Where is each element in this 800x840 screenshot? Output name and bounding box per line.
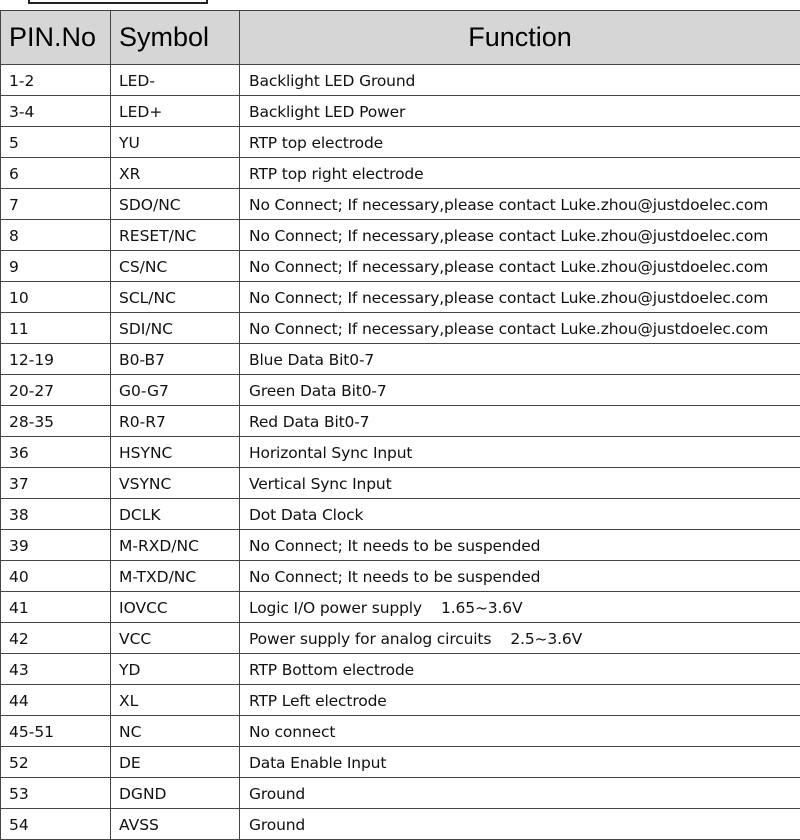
cell-symbol: DCLK xyxy=(111,499,240,530)
cell-symbol: LED- xyxy=(111,65,240,96)
cell-function: Power supply for analog circuits 2.5~3.6V xyxy=(240,623,800,654)
cell-symbol: RESET/NC xyxy=(111,220,240,251)
table-row xyxy=(1,716,800,747)
cell-pin-no: 20-27 xyxy=(1,375,111,406)
cell-pin-no: 10 xyxy=(1,282,111,313)
cell-pin-no: 11 xyxy=(1,313,111,344)
table-row xyxy=(1,127,800,158)
cell-function: No Connect; It needs to be suspended xyxy=(240,561,800,592)
cell-symbol: R0-R7 xyxy=(111,406,240,437)
table-header-row xyxy=(1,11,800,65)
cell-symbol: YU xyxy=(111,127,240,158)
cell-symbol: DE xyxy=(111,747,240,778)
cell-function: Backlight LED Ground xyxy=(240,65,800,96)
cell-symbol: LED+ xyxy=(111,96,240,127)
cell-pin-no: 52 xyxy=(1,747,111,778)
cell-pin-no: 36 xyxy=(1,437,111,468)
cell-function: No Connect; If necessary,please contact Luke.zhou@justdoelec.com xyxy=(240,220,800,251)
cell-symbol: YD xyxy=(111,654,240,685)
table-row xyxy=(1,313,800,344)
cell-pin-no: 3-4 xyxy=(1,96,111,127)
cell-function: RTP top right electrode xyxy=(240,158,800,189)
table-row xyxy=(1,375,800,406)
table-row xyxy=(1,220,800,251)
table-body xyxy=(1,65,800,840)
cell-pin-no: 40 xyxy=(1,561,111,592)
cell-pin-no: 43 xyxy=(1,654,111,685)
cell-symbol: SDI/NC xyxy=(111,313,240,344)
cell-symbol: SCL/NC xyxy=(111,282,240,313)
cell-function: No connect xyxy=(240,716,800,747)
cell-symbol: B0-B7 xyxy=(111,344,240,375)
table-row xyxy=(1,189,800,220)
cell-symbol: CS/NC xyxy=(111,251,240,282)
table-row xyxy=(1,65,800,96)
cell-pin-no: 45-51 xyxy=(1,716,111,747)
cell-pin-no: 42 xyxy=(1,623,111,654)
pin-definition-table xyxy=(0,10,800,840)
cell-symbol: NC xyxy=(111,716,240,747)
table-row xyxy=(1,654,800,685)
cell-function: Ground xyxy=(240,809,800,840)
table-row xyxy=(1,158,800,189)
table-row xyxy=(1,561,800,592)
cell-pin-no: 39 xyxy=(1,530,111,561)
cell-pin-no: 28-35 xyxy=(1,406,111,437)
cell-function: RTP Bottom electrode xyxy=(240,654,800,685)
top-tab-outline xyxy=(28,0,208,4)
cell-symbol: G0-G7 xyxy=(111,375,240,406)
cell-pin-no: 53 xyxy=(1,778,111,809)
header-function: Function xyxy=(240,11,800,65)
cell-function: RTP top electrode xyxy=(240,127,800,158)
header-symbol: Symbol xyxy=(111,11,240,65)
cell-symbol: VSYNC xyxy=(111,468,240,499)
cell-function: No Connect; It needs to be suspended xyxy=(240,530,800,561)
cell-pin-no: 54 xyxy=(1,809,111,840)
table-row xyxy=(1,685,800,716)
cell-function: Blue Data Bit0-7 xyxy=(240,344,800,375)
cell-symbol: HSYNC xyxy=(111,437,240,468)
cell-pin-no: 8 xyxy=(1,220,111,251)
cell-function: Logic I/O power supply 1.65~3.6V xyxy=(240,592,800,623)
cell-symbol: XR xyxy=(111,158,240,189)
cell-function: Vertical Sync Input xyxy=(240,468,800,499)
table-row xyxy=(1,437,800,468)
cell-pin-no: 1-2 xyxy=(1,65,111,96)
table-row xyxy=(1,251,800,282)
table-row xyxy=(1,344,800,375)
table-row xyxy=(1,592,800,623)
cell-function: No Connect; If necessary,please contact Luke.zhou@justdoelec.com xyxy=(240,282,800,313)
cell-function: Green Data Bit0-7 xyxy=(240,375,800,406)
cell-symbol: IOVCC xyxy=(111,592,240,623)
cell-symbol: AVSS xyxy=(111,809,240,840)
cell-pin-no: 38 xyxy=(1,499,111,530)
cell-pin-no: 9 xyxy=(1,251,111,282)
cell-symbol: XL xyxy=(111,685,240,716)
cell-symbol: VCC xyxy=(111,623,240,654)
cell-function: Backlight LED Power xyxy=(240,96,800,127)
table-row xyxy=(1,406,800,437)
cell-function: RTP Left electrode xyxy=(240,685,800,716)
cell-pin-no: 44 xyxy=(1,685,111,716)
cell-function: Ground xyxy=(240,778,800,809)
cell-function: Dot Data Clock xyxy=(240,499,800,530)
header-pin-no: PIN.No xyxy=(1,11,111,65)
table-row xyxy=(1,96,800,127)
cell-function: No Connect; If necessary,please contact Luke.zhou@justdoelec.com xyxy=(240,251,800,282)
cell-symbol: SDO/NC xyxy=(111,189,240,220)
table-row xyxy=(1,530,800,561)
cell-function: Data Enable Input xyxy=(240,747,800,778)
table-row xyxy=(1,282,800,313)
cell-pin-no: 37 xyxy=(1,468,111,499)
cell-function: No Connect; If necessary,please contact Luke.zhou@justdoelec.com xyxy=(240,189,800,220)
cell-pin-no: 6 xyxy=(1,158,111,189)
cell-pin-no: 5 xyxy=(1,127,111,158)
cell-symbol: DGND xyxy=(111,778,240,809)
cell-symbol: M-RXD/NC xyxy=(111,530,240,561)
table-row xyxy=(1,499,800,530)
cell-pin-no: 41 xyxy=(1,592,111,623)
table-row xyxy=(1,623,800,654)
cell-function: Horizontal Sync Input xyxy=(240,437,800,468)
table-row xyxy=(1,809,800,840)
table-row xyxy=(1,747,800,778)
table-row xyxy=(1,468,800,499)
cell-pin-no: 12-19 xyxy=(1,344,111,375)
cell-function: Red Data Bit0-7 xyxy=(240,406,800,437)
cell-symbol: M-TXD/NC xyxy=(111,561,240,592)
table-row xyxy=(1,778,800,809)
cell-pin-no: 7 xyxy=(1,189,111,220)
cell-function: No Connect; If necessary,please contact Luke.zhou@justdoelec.com xyxy=(240,313,800,344)
